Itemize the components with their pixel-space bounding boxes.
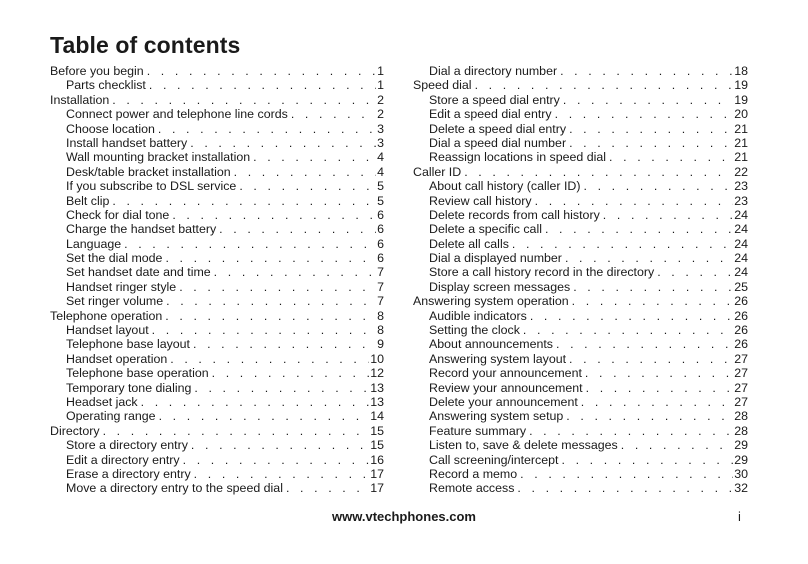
- toc-leader-dots: [156, 409, 370, 423]
- toc-entry-title: Audible indicators: [429, 308, 527, 323]
- toc-subentry: [50, 107, 384, 121]
- toc-leader-dots: [162, 309, 376, 323]
- toc-page-number: 2: [377, 107, 384, 122]
- toc-page-number: 24: [734, 207, 748, 222]
- toc-leader-dots: [527, 309, 733, 323]
- toc-entry-title: Store a call history record in the directory: [429, 265, 655, 280]
- toc-entry-title: Delete a specific call: [429, 222, 542, 237]
- toc-subentry: [413, 251, 748, 265]
- toc-subentry: [50, 280, 384, 294]
- toc-entry-title: Language: [66, 236, 122, 251]
- toc-page-number: 19: [734, 92, 748, 107]
- toc-leader-dots: [209, 366, 370, 380]
- toc-entry-title: Telephone base operation: [66, 366, 209, 381]
- toc-page-number: 26: [734, 337, 748, 352]
- toc-entry-title: Headset jack: [66, 394, 138, 409]
- footer-url: www.vtechphones.com: [332, 509, 476, 524]
- toc-leader-dots: [283, 481, 369, 495]
- toc-page-number: 3: [377, 135, 384, 150]
- toc-entry-title: Set ringer volume: [66, 294, 164, 309]
- toc-entry-title: Call screening/intercept: [429, 452, 559, 467]
- toc-page-number: 17: [370, 466, 384, 481]
- toc-entry-title: Desk/table bracket installation: [66, 164, 231, 179]
- toc-page-number: 4: [377, 164, 384, 179]
- toc-leader-dots: [472, 78, 734, 92]
- toc-page-number: 15: [370, 423, 384, 438]
- toc-leader-dots: [236, 179, 376, 193]
- toc-leader-dots: [581, 179, 734, 193]
- toc-subentry: [413, 136, 748, 150]
- toc-leader-dots: [231, 165, 376, 179]
- toc-subentry: [50, 337, 384, 351]
- toc-entry-title: Handset ringer style: [66, 279, 177, 294]
- toc-entry-title: If you subscribe to DSL service: [66, 179, 237, 194]
- toc-leader-dots: [552, 107, 734, 121]
- toc-page-number: 5: [377, 193, 384, 208]
- toc-leader-dots: [563, 409, 733, 423]
- toc-page-number: 13: [370, 394, 384, 409]
- toc-leader-dots: [558, 453, 733, 467]
- toc-entry-title: Feature summary: [429, 423, 527, 438]
- toc-page-number: 6: [377, 207, 384, 222]
- toc-page-number: 27: [734, 351, 748, 366]
- toc-leader-dots: [121, 237, 376, 251]
- toc-entry-title: Dial a speed dial number: [429, 135, 567, 150]
- toc-subentry: [413, 352, 748, 366]
- toc-leader-dots: [618, 438, 733, 452]
- toc-section-entry: [413, 294, 748, 308]
- toc-subentry: [50, 251, 384, 265]
- toc-page-number: 6: [377, 236, 384, 251]
- toc-section-entry: [413, 165, 748, 179]
- toc-page-number: 6: [377, 222, 384, 237]
- toc-leader-dots: [155, 122, 376, 136]
- toc-subentry: [50, 323, 384, 337]
- toc-subentry: [413, 150, 748, 164]
- toc-subentry: [413, 453, 748, 467]
- toc-entry-title: Answering system operation: [413, 294, 569, 309]
- toc-entry-title: Before you begin: [50, 64, 144, 78]
- toc-entry-title: Speed dial: [413, 78, 472, 93]
- toc-leader-dots: [566, 352, 733, 366]
- toc-leader-dots: [149, 323, 376, 337]
- toc-leader-dots: [557, 64, 733, 78]
- toc-entry-title: Dial a directory number: [429, 64, 558, 78]
- toc-page-number: 25: [734, 279, 748, 294]
- toc-entry-title: Telephone operation: [50, 308, 163, 323]
- toc-leader-dots: [191, 381, 369, 395]
- toc-leader-dots: [138, 395, 370, 409]
- toc-page-number: 3: [377, 121, 384, 136]
- toc-entry-title: Record your announcement: [429, 366, 582, 381]
- toc-leader-dots: [600, 208, 733, 222]
- toc-leader-dots: [190, 337, 376, 351]
- toc-leader-dots: [582, 366, 733, 380]
- toc-leader-dots: [578, 395, 733, 409]
- toc-page-number: 27: [734, 394, 748, 409]
- toc-section-entry: [50, 309, 384, 323]
- toc-leader-dots: [176, 280, 376, 294]
- toc-entry-title: Choose location: [66, 121, 155, 136]
- toc-leader-dots: [526, 424, 733, 438]
- toc-page-number: 8: [377, 323, 384, 338]
- toc-page-number: 27: [734, 380, 748, 395]
- toc-leader-dots: [109, 194, 376, 208]
- toc-leader-dots: [163, 294, 376, 308]
- toc-page-number: 18: [734, 64, 748, 78]
- toc-entry-title: Set handset date and time: [66, 265, 211, 280]
- toc-subentry: [50, 222, 384, 236]
- toc-section-entry: [50, 424, 384, 438]
- toc-leader-dots: [520, 323, 733, 337]
- toc-entry-title: Belt clip: [66, 193, 110, 208]
- toc-leader-dots: [606, 150, 733, 164]
- toc-subentry: [413, 265, 748, 279]
- toc-subentry: [413, 64, 748, 78]
- toc-page-number: 8: [377, 308, 384, 323]
- toc-subentry: [50, 136, 384, 150]
- toc-subentry: [50, 467, 384, 481]
- toc-entry-title: Review your announcement: [429, 380, 583, 395]
- toc-page-number: 29: [734, 438, 748, 453]
- toc-page-number: 24: [734, 265, 748, 280]
- toc-subentry: [413, 309, 748, 323]
- toc-subentry: [50, 438, 384, 452]
- toc-section-entry: [413, 78, 748, 92]
- toc-leader-dots: [144, 64, 376, 78]
- toc-page-number: 30: [734, 466, 748, 481]
- toc-entry-title: Check for dial tone: [66, 207, 170, 222]
- toc-page-number: 22: [734, 164, 748, 179]
- toc-entry-title: Operating range: [66, 409, 156, 424]
- toc-subentry: [413, 122, 748, 136]
- toc-page-number: 24: [734, 222, 748, 237]
- toc-subentry: [50, 165, 384, 179]
- toc-subentry: [413, 467, 748, 481]
- toc-entry-title: Store a directory entry: [66, 438, 188, 453]
- toc-page-number: 10: [370, 351, 384, 366]
- toc-subentry: [50, 78, 384, 92]
- toc-entry-title: Setting the clock: [429, 323, 520, 338]
- toc-entry-title: Display screen messages: [429, 279, 571, 294]
- toc-page-number: 14: [370, 409, 384, 424]
- toc-page-number: 19: [734, 78, 748, 93]
- toc-page-number: 7: [377, 294, 384, 309]
- toc-leader-dots: [250, 150, 376, 164]
- toc-leader-dots: [570, 280, 733, 294]
- toc-entry-title: Listen to, save & delete messages: [429, 438, 618, 453]
- toc-entry-title: Answering system setup: [429, 409, 564, 424]
- toc-leader-dots: [167, 352, 369, 366]
- toc-subentry: [413, 395, 748, 409]
- toc-leader-dots: [517, 467, 733, 481]
- toc-subentry: [413, 424, 748, 438]
- toc-leader-dots: [553, 337, 733, 351]
- toc-page-number: 23: [734, 193, 748, 208]
- toc-leader-dots: [100, 424, 370, 438]
- toc-entry-title: Edit a directory entry: [66, 452, 180, 467]
- toc-subentry: [50, 381, 384, 395]
- toc-leader-dots: [461, 165, 733, 179]
- toc-page-number: 26: [734, 323, 748, 338]
- toc-subentry: [413, 337, 748, 351]
- toc-page-number: 24: [734, 236, 748, 251]
- toc-subentry: [413, 438, 748, 452]
- toc-page-number: 9: [377, 337, 384, 352]
- toc-leader-dots: [560, 93, 733, 107]
- toc-page-number: 7: [377, 265, 384, 280]
- toc-subentry: [50, 194, 384, 208]
- toc-subentry: [413, 366, 748, 380]
- toc-entry-title: Answering system layout: [429, 351, 567, 366]
- toc-subentry: [50, 409, 384, 423]
- toc-subentry: [413, 481, 748, 495]
- toc-leader-dots: [146, 78, 376, 92]
- toc-page-number: 15: [370, 438, 384, 453]
- toc-page-number: 29: [734, 452, 748, 467]
- toc-leader-dots: [216, 222, 376, 236]
- toc-entry-title: Caller ID: [413, 164, 462, 179]
- toc-entry-title: Store a speed dial entry: [429, 92, 560, 107]
- toc-entry-title: Review call history: [429, 193, 532, 208]
- toc-subentry: [50, 265, 384, 279]
- toc-entry-title: Charge the handset battery: [66, 222, 217, 237]
- toc-leader-dots: [109, 93, 376, 107]
- toc-subentry: [413, 381, 748, 395]
- toc-subentry: [50, 294, 384, 308]
- toc-page-number: 5: [377, 179, 384, 194]
- toc-leader-dots: [188, 438, 369, 452]
- toc-page-number: 16: [370, 452, 384, 467]
- toc-entry-title: Wall mounting bracket installation: [66, 150, 251, 165]
- toc-page-number: 12: [370, 366, 384, 381]
- toc-leader-dots: [288, 107, 376, 121]
- toc-page-number: 28: [734, 409, 748, 424]
- page-title: Table of contents: [50, 32, 241, 58]
- toc-entry-title: Move a directory entry to the speed dial: [66, 481, 283, 496]
- toc-entry-title: About announcements: [429, 337, 553, 352]
- toc-page-number: 2: [377, 92, 384, 107]
- toc-entry-title: Handset layout: [66, 323, 149, 338]
- toc-page-number: 23: [734, 179, 748, 194]
- toc-entry-title: Delete all calls: [429, 236, 509, 251]
- toc-entry-title: Parts checklist: [66, 78, 146, 93]
- toc-entry-title: Handset operation: [66, 351, 168, 366]
- toc-section-entry: [50, 64, 384, 78]
- toc-entry-title: Install handset battery: [66, 135, 188, 150]
- toc-entry-title: Telephone base layout: [66, 337, 191, 352]
- toc-subentry: [50, 395, 384, 409]
- toc-subentry: [413, 280, 748, 294]
- toc-page-number: 21: [734, 150, 748, 165]
- toc-subentry: [413, 409, 748, 423]
- toc-page-number: 24: [734, 251, 748, 266]
- toc-leader-dots: [569, 294, 734, 308]
- toc-entry-title: Erase a directory entry: [66, 466, 191, 481]
- toc-leader-dots: [187, 136, 376, 150]
- toc-entry-title: Delete your announcement: [429, 394, 578, 409]
- toc-entry-title: Reassign locations in speed dial: [429, 150, 607, 165]
- toc-subentry: [413, 194, 748, 208]
- toc-entry-title: Edit a speed dial entry: [429, 107, 552, 122]
- toc-page-number: 1: [377, 78, 384, 93]
- toc-right-column: [413, 64, 748, 496]
- toc-entry-title: Set the dial mode: [66, 251, 163, 266]
- footer-page-number: i: [738, 509, 741, 524]
- toc-page-number: 27: [734, 366, 748, 381]
- toc-section-entry: [50, 93, 384, 107]
- toc-subentry: [50, 237, 384, 251]
- toc-leader-dots: [566, 136, 733, 150]
- toc-subentry: [413, 323, 748, 337]
- toc-page-number: 26: [734, 294, 748, 309]
- toc-page-number: 32: [734, 481, 748, 496]
- toc-page-number: 1: [377, 64, 384, 78]
- toc-leader-dots: [542, 222, 733, 236]
- toc-subentry: [50, 366, 384, 380]
- toc-entry-title: Delete a speed dial entry: [429, 121, 567, 136]
- toc-page-number: 20: [734, 107, 748, 122]
- toc-page-number: 21: [734, 121, 748, 136]
- toc-subentry: [413, 237, 748, 251]
- toc-subentry: [50, 150, 384, 164]
- toc-entry-title: Connect power and telephone line cords: [66, 107, 288, 122]
- toc-page-number: 13: [370, 380, 384, 395]
- toc-page-number: 4: [377, 150, 384, 165]
- toc-leader-dots: [509, 237, 733, 251]
- toc-page-number: 28: [734, 423, 748, 438]
- toc-subentry: [413, 107, 748, 121]
- toc-subentry: [413, 179, 748, 193]
- toc-subentry: [413, 93, 748, 107]
- toc-entry-title: Installation: [50, 92, 110, 107]
- toc-entry-title: Directory: [50, 423, 100, 438]
- toc-page-number: 21: [734, 135, 748, 150]
- toc-entry-title: Delete records from call history: [429, 207, 600, 222]
- toc-subentry: [50, 179, 384, 193]
- toc-subentry: [50, 481, 384, 495]
- toc-left-column: [50, 64, 384, 496]
- toc-entry-title: About call history (caller ID): [429, 179, 581, 194]
- toc-leader-dots: [532, 194, 734, 208]
- toc-leader-dots: [169, 208, 376, 222]
- toc-subentry: [50, 453, 384, 467]
- toc-leader-dots: [211, 265, 376, 279]
- toc-subentry: [413, 208, 748, 222]
- toc-entry-title: Record a memo: [429, 466, 518, 481]
- toc-leader-dots: [191, 467, 370, 481]
- toc-leader-dots: [562, 251, 733, 265]
- toc-entry-title: Temporary tone dialing: [66, 380, 192, 395]
- toc-leader-dots: [162, 251, 376, 265]
- toc-leader-dots: [514, 481, 733, 495]
- toc-page-number: 26: [734, 308, 748, 323]
- toc-entry-title: Remote access: [429, 481, 515, 496]
- toc-subentry: [413, 222, 748, 236]
- toc-leader-dots: [654, 265, 733, 279]
- toc-page-number: 7: [377, 279, 384, 294]
- toc-page-number: 6: [377, 251, 384, 266]
- toc-leader-dots: [180, 453, 370, 467]
- toc-leader-dots: [583, 381, 734, 395]
- toc-leader-dots: [566, 122, 733, 136]
- toc-subentry: [50, 122, 384, 136]
- toc-subentry: [50, 352, 384, 366]
- toc-entry-title: Dial a displayed number: [429, 251, 562, 266]
- toc-page-number: 17: [370, 481, 384, 496]
- toc-subentry: [50, 208, 384, 222]
